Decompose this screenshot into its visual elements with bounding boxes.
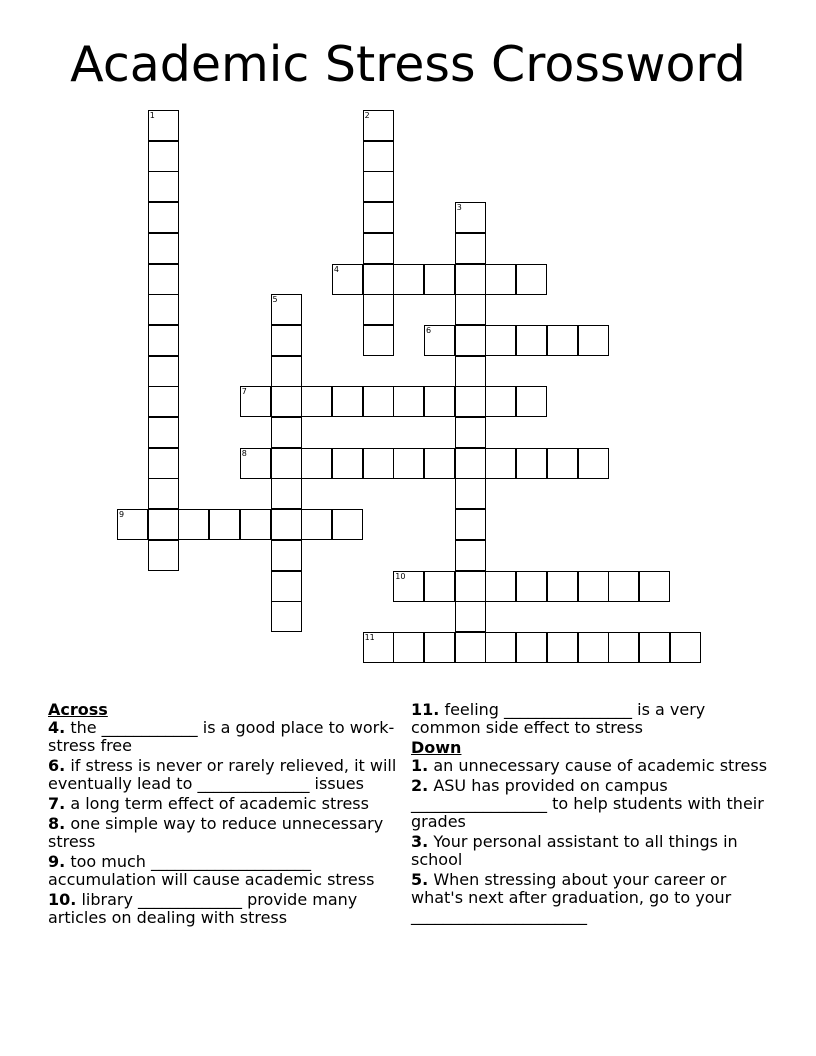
grid-cell[interactable] [332, 509, 363, 540]
across-clue-6 [48, 757, 398, 793]
down-clue-2 [411, 777, 771, 831]
grid-cell[interactable] [516, 632, 547, 663]
grid-cell[interactable] [271, 294, 302, 325]
clue-text: if stress is never or rarely relieved, it will eventually lead to ______________ issues [48, 756, 397, 793]
grid-cell[interactable] [271, 386, 302, 417]
grid-cell[interactable] [455, 202, 486, 233]
grid-cell[interactable] [148, 540, 179, 571]
grid-cell[interactable] [148, 294, 179, 325]
down-clue-1 [411, 757, 771, 775]
grid-cell[interactable] [578, 632, 609, 663]
grid-cell[interactable] [455, 386, 486, 417]
clue-text: When stressing about your career or what's next after graduation, go to your ______________________ [411, 870, 732, 925]
grid-cell[interactable] [271, 417, 302, 448]
across-heading: Across [48, 700, 108, 719]
grid-cell[interactable] [240, 509, 271, 540]
clue-text: feeling ________________ is a very common side effect to stress [411, 700, 706, 737]
grid-cell[interactable] [148, 478, 179, 509]
grid-cell[interactable] [455, 571, 486, 602]
cell-number: 2 [364, 111, 370, 120]
grid-cell[interactable] [547, 632, 578, 663]
grid-cell[interactable] [148, 356, 179, 387]
grid-cell[interactable] [485, 264, 516, 295]
clue-text: an unnecessary cause of academic stress [433, 756, 768, 775]
grid-cell[interactable] [363, 110, 394, 141]
across-clue-11 [411, 701, 771, 737]
grid-cell[interactable] [363, 233, 394, 264]
grid-cell[interactable] [455, 632, 486, 663]
grid-cell[interactable] [424, 571, 455, 602]
across-clue-9 [48, 853, 398, 889]
grid-cell[interactable] [148, 448, 179, 479]
grid-cell[interactable] [485, 386, 516, 417]
grid-cell[interactable] [393, 264, 424, 295]
across-clue-10 [48, 891, 398, 927]
grid-cell[interactable] [148, 325, 179, 356]
clue-number: 1. [411, 756, 429, 775]
grid-cell[interactable] [240, 448, 271, 479]
grid-cell[interactable] [485, 448, 516, 479]
clue-number: 2. [411, 776, 429, 795]
grid-cell[interactable] [148, 202, 179, 233]
grid-cell[interactable] [301, 448, 332, 479]
cell-number: 10 [395, 571, 406, 581]
cell-number: 3 [456, 203, 462, 213]
grid-cell[interactable] [271, 448, 302, 479]
grid-cell[interactable] [455, 233, 486, 264]
across-clue-7 [48, 795, 398, 813]
grid-cell[interactable] [240, 386, 271, 417]
clues-left-column [48, 701, 398, 929]
grid-cell[interactable] [516, 386, 547, 417]
grid-cell[interactable] [271, 601, 302, 632]
clues-right-column [411, 701, 771, 927]
grid-cell[interactable] [148, 233, 179, 264]
grid-cell[interactable] [455, 478, 486, 509]
grid-cell[interactable] [363, 171, 394, 202]
clue-number: 10. [48, 890, 77, 909]
grid-cell[interactable] [148, 417, 179, 448]
grid-cell[interactable] [608, 632, 639, 663]
cell-number: 4 [333, 264, 339, 274]
grid-cell[interactable] [148, 110, 179, 141]
grid-cell[interactable] [578, 448, 609, 479]
grid-cell[interactable] [516, 264, 547, 295]
clue-text: one simple way to reduce unnecessary stress [48, 814, 384, 851]
grid-cell[interactable] [393, 632, 424, 663]
grid-cell[interactable] [148, 386, 179, 417]
cell-number: 7 [241, 387, 247, 397]
grid-cell[interactable] [271, 571, 302, 602]
grid-cell[interactable] [639, 571, 670, 602]
grid-cell[interactable] [363, 294, 394, 325]
clue-number: 7. [48, 794, 66, 813]
grid-cell[interactable] [547, 325, 578, 356]
clue-text: the ____________ is a good place to work- stress free [48, 718, 395, 755]
grid-cell[interactable] [424, 386, 455, 417]
grid-cell[interactable] [393, 571, 424, 602]
grid-cell[interactable] [455, 601, 486, 632]
grid-cell[interactable] [455, 356, 486, 387]
down-clue-5 [411, 871, 771, 925]
cell-number: 5 [272, 295, 278, 305]
grid-cell[interactable] [271, 356, 302, 387]
grid-cell[interactable] [455, 417, 486, 448]
grid-cell[interactable] [363, 264, 394, 295]
down-clue-3 [411, 833, 771, 869]
grid-cell[interactable] [178, 509, 209, 540]
clue-number: 5. [411, 870, 429, 889]
grid-cell[interactable] [363, 325, 394, 356]
grid-cell[interactable] [271, 509, 302, 540]
grid-cell[interactable] [148, 171, 179, 202]
grid-cell[interactable] [485, 571, 516, 602]
grid-cell[interactable] [332, 386, 363, 417]
grid-cell[interactable] [363, 202, 394, 233]
grid-cell[interactable] [332, 264, 363, 295]
cell-number: 9 [119, 510, 125, 520]
grid-cell[interactable] [209, 509, 240, 540]
grid-cell[interactable] [301, 386, 332, 417]
grid-cell[interactable] [516, 448, 547, 479]
clue-number: 4. [48, 718, 66, 737]
grid-cell[interactable] [148, 264, 179, 295]
grid-cell[interactable] [363, 632, 394, 663]
grid-cell[interactable] [455, 294, 486, 325]
grid-cell[interactable] [148, 509, 179, 540]
cell-number: 11 [364, 632, 375, 642]
grid-cell[interactable] [639, 632, 670, 663]
grid-cell[interactable] [424, 325, 455, 356]
grid-cell[interactable] [547, 448, 578, 479]
grid-cell[interactable] [670, 632, 701, 663]
grid-cell[interactable] [271, 540, 302, 571]
grid-cell[interactable] [332, 448, 363, 479]
down-heading: Down [411, 738, 462, 757]
grid-cell[interactable] [271, 325, 302, 356]
grid-cell[interactable] [363, 386, 394, 417]
grid-cell[interactable] [424, 448, 455, 479]
cell-number: 1 [149, 111, 155, 120]
across-clue-4 [48, 719, 398, 755]
clue-text: ASU has provided on campus _________________ to help students with their grades [411, 776, 764, 831]
grid-cell[interactable] [485, 632, 516, 663]
grid-cell[interactable] [393, 386, 424, 417]
grid-cell[interactable] [516, 571, 547, 602]
grid-cell[interactable] [485, 325, 516, 356]
clue-number: 9. [48, 852, 66, 871]
grid-cell[interactable] [363, 448, 394, 479]
grid-cell[interactable] [117, 509, 148, 540]
clue-text: too much ____________________ accumulation will cause academic stress [48, 852, 375, 889]
grid-cell[interactable] [455, 325, 486, 356]
grid-cell[interactable] [578, 325, 609, 356]
grid-cell[interactable] [455, 264, 486, 295]
clue-number: 8. [48, 814, 66, 833]
clue-text: Your personal assistant to all things in school [411, 832, 738, 869]
page-title: Academic Stress Crossword [70, 36, 746, 93]
grid-cell[interactable] [424, 264, 455, 295]
grid-cell[interactable] [301, 509, 332, 540]
grid-cell[interactable] [455, 509, 486, 540]
cell-number: 6 [426, 325, 432, 335]
grid-cell[interactable] [148, 141, 179, 172]
grid-cell[interactable] [455, 448, 486, 479]
grid-cell[interactable] [363, 141, 394, 172]
grid-cell[interactable] [547, 571, 578, 602]
clue-text: a long term effect of academic stress [70, 794, 369, 813]
clue-number: 6. [48, 756, 66, 775]
clue-text: library _____________ provide many articles on dealing with stress [48, 890, 358, 927]
across-clue-8 [48, 815, 398, 851]
grid-cell[interactable] [608, 571, 639, 602]
grid-cell[interactable] [516, 325, 547, 356]
grid-cell[interactable] [424, 632, 455, 663]
clue-number: 3. [411, 832, 429, 851]
grid-cell[interactable] [271, 478, 302, 509]
grid-cell[interactable] [455, 540, 486, 571]
clue-number: 11. [411, 700, 440, 719]
grid-cell[interactable] [578, 571, 609, 602]
grid-cell[interactable] [393, 448, 424, 479]
cell-number: 8 [241, 448, 247, 458]
